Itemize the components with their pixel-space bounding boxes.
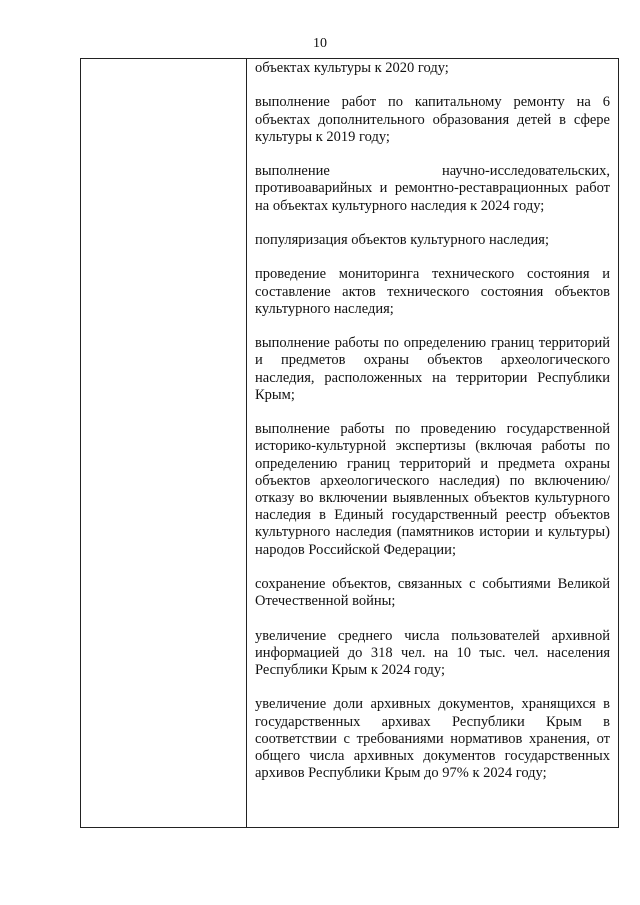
list-item: выполнение научно-исследовательских, противоаварийных и ремонтно-реставрационных работ на объектах культурного наследия к 2024 году;	[255, 163, 610, 214]
list-item: объектах культуры к 2020 году;	[255, 60, 449, 76]
list-item: проведение мониторинга технического состояния и составление актов технического состояния объектов культурного наследия;	[255, 266, 610, 317]
list-item: выполнение работы по определению границ территорий и предметов охраны объектов археологического наследия, расположенных на территории Республики Крым;	[255, 335, 610, 403]
list-item: сохранение объектов, связанных с событиями Великой Отечественной войны;	[255, 575, 610, 610]
list-item: выполнение работы по проведению государственной историко-культурной экспертизы (включая работы по определению границ территорий и предмета охраны объектов археологического наследия) по включению/отказу во включении выявленных объектов культурного наследия в Единый государственный реестр объектов культурного наследия (памятников истории и культуры) народов Российской Федерации;	[255, 421, 610, 558]
table-right-cell	[255, 60, 610, 800]
list-item: популяризация объектов культурного наследия;	[255, 231, 550, 248]
page-number: 10	[313, 36, 327, 51]
list-item: увеличение доли архивных документов, хранящихся в государственных архивах Республики Крым в соответствии с требованиями нормативов хранения, от общего числа архивных документов государственных архивов Республики Крым до 97% к 2024 году;	[255, 696, 610, 782]
list-item: увеличение среднего числа пользователей архивной информацией до 318 чел. на 10 тыс. чел. населения Республики Крым к 2024 году;	[255, 627, 610, 678]
column-divider	[246, 58, 247, 828]
list-item: выполнение работ по капитальному ремонту на 6 объектах дополнительного образования детей в сфере культуры к 2019 году;	[255, 94, 610, 145]
